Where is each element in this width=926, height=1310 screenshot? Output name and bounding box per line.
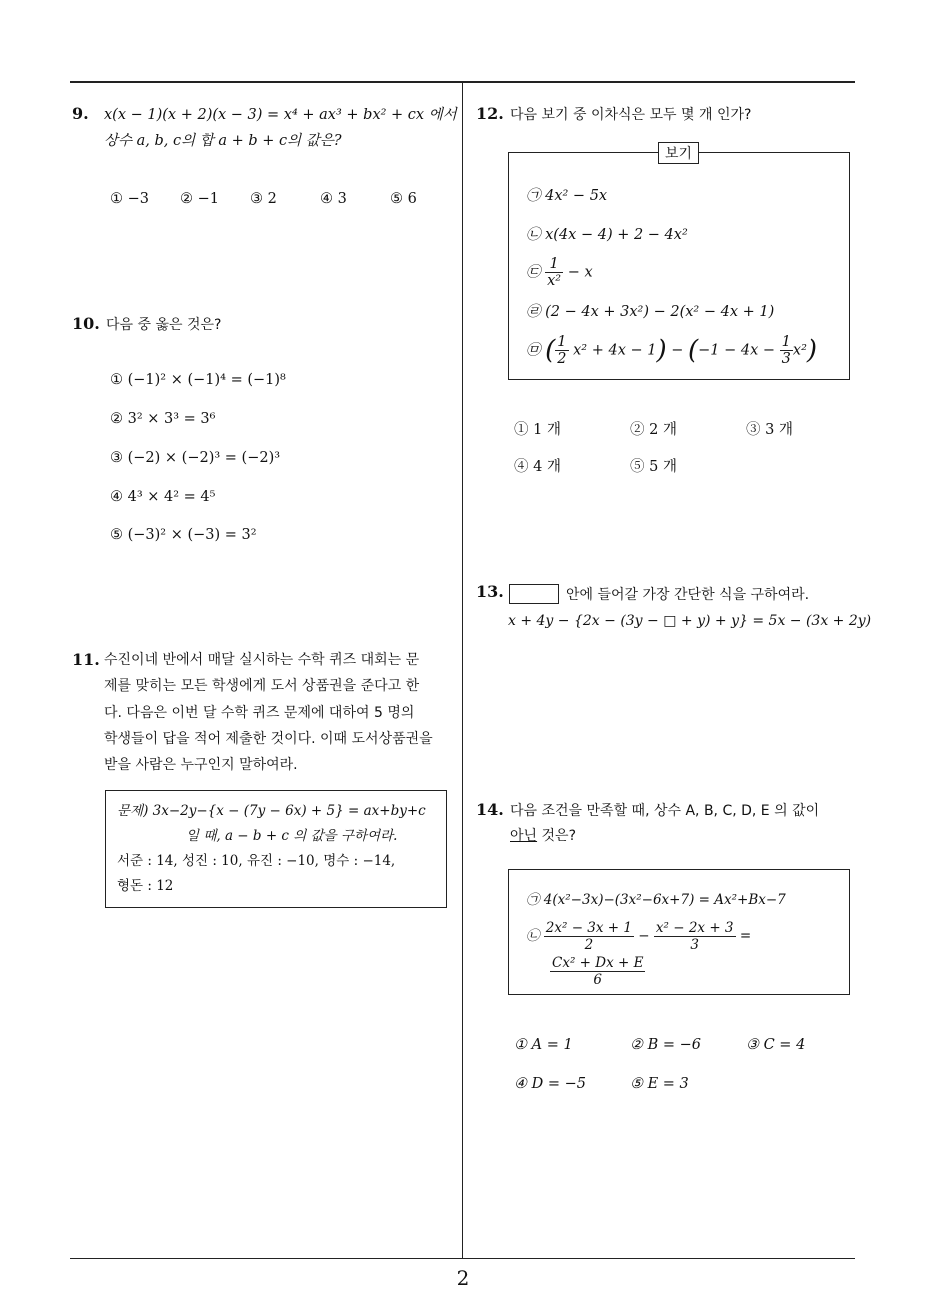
choice-2[interactable]: ② 3² × 3³ = 3⁶ xyxy=(110,411,216,427)
choice-5[interactable]: ⑤ E = 3 xyxy=(630,1076,689,1092)
box-line: 일 때, a − b + c 의 값을 구하여라. xyxy=(186,828,398,844)
item-label: ㉡ xyxy=(526,928,540,944)
equation: x + 4y − {2x − (3y − □ + y) + y} = 5x − (3x + 2y) xyxy=(508,613,872,629)
item-expr: −1 − 4x − xyxy=(698,342,776,359)
denominator: 2 xyxy=(584,937,594,953)
item-expr: x² + 4x − 1 xyxy=(573,342,657,359)
paren-open: ( xyxy=(545,335,556,366)
box-line: 형돈 : 12 xyxy=(117,878,174,894)
paren-open: ( xyxy=(688,335,699,366)
choice-4[interactable]: ④ D = −5 xyxy=(514,1076,586,1092)
operator: = xyxy=(739,928,752,944)
example-item-5 xyxy=(526,334,817,367)
bottom-rule xyxy=(70,1258,855,1259)
numerator: x² − 2x + 3 xyxy=(655,920,734,936)
condition-item-1 xyxy=(526,890,786,910)
answer-blank-box xyxy=(509,584,559,604)
choice-3[interactable]: ③ (−2) × (−2)³ = (−2)³ xyxy=(110,450,281,466)
fraction xyxy=(544,920,634,953)
question-text-line xyxy=(510,826,576,846)
choice-2[interactable]: ② −1 xyxy=(180,191,219,207)
fraction xyxy=(545,256,563,289)
question-text-line: 받을 사람은 누구인지 말하여라. xyxy=(104,757,298,773)
choice-1[interactable]: ① A = 1 xyxy=(514,1037,573,1053)
choice-5[interactable]: ⑤ (−3)² × (−3) = 3² xyxy=(110,527,257,543)
question-number: 13. xyxy=(476,582,504,601)
condition-item-2-rhs xyxy=(550,955,645,988)
question-number: 10. xyxy=(72,314,100,333)
condition-item-2 xyxy=(526,920,751,953)
denominator: 3 xyxy=(781,351,791,367)
numerator: 1 xyxy=(557,334,567,350)
fraction xyxy=(555,334,568,367)
denominator: 2 xyxy=(557,351,567,367)
text: 것은? xyxy=(541,828,576,844)
choice-3[interactable]: ③ C = 4 xyxy=(746,1037,806,1053)
underlined-word: 아닌 xyxy=(510,828,538,844)
question-number: 9. xyxy=(72,104,89,123)
question-text-line: 제를 맞히는 모든 학생에게 도서 상품권을 준다고 한 xyxy=(104,678,420,694)
paren-close: ) xyxy=(656,335,667,366)
fraction xyxy=(780,334,793,367)
paren-close: ) xyxy=(806,335,818,366)
choice-4[interactable]: ④ 4³ × 4² = 4⁵ xyxy=(110,489,216,505)
choice-5[interactable]: ⑤ 5 개 xyxy=(630,459,677,475)
choice-4[interactable]: ④ 4 개 xyxy=(514,459,561,475)
question-text-line: 학생들이 답을 적어 제출한 것이다. 이때 도서상품권을 xyxy=(104,731,433,747)
item-expr: 4x² − 5x xyxy=(545,188,608,204)
denominator: 3 xyxy=(690,937,699,953)
item-expr: x² xyxy=(792,342,807,359)
column-divider xyxy=(462,82,463,1258)
choice-2[interactable]: ② 2 개 xyxy=(630,422,677,438)
choice-4[interactable]: ④ 3 xyxy=(320,191,347,207)
choice-5[interactable]: ⑤ 6 xyxy=(390,191,417,207)
example-item-2 xyxy=(526,225,688,245)
fraction xyxy=(654,920,736,953)
choice-1[interactable]: ① 1 개 xyxy=(514,422,561,438)
choice-1[interactable]: ① (−1)² × (−1)⁴ = (−1)⁸ xyxy=(110,372,286,388)
example-item-1 xyxy=(526,186,607,206)
item-label: ㉣ xyxy=(526,304,541,320)
choice-2[interactable]: ② B = −6 xyxy=(630,1037,702,1053)
item-label: ㉠ xyxy=(526,892,540,908)
example-item-4 xyxy=(526,302,774,322)
denominator: 6 xyxy=(593,972,603,988)
fraction xyxy=(550,955,645,988)
question-text: 다음 중 옳은 것은? xyxy=(106,317,222,333)
example-box-tag: 보기 xyxy=(658,142,699,164)
question-text-line: 상수 a, b, c의 합 a + b + c의 값은? xyxy=(104,133,342,149)
question-text: 다음 보기 중 이차식은 모두 몇 개 인가? xyxy=(510,107,752,123)
numerator: 1 xyxy=(781,334,791,350)
box-line: 문제) 3x−2y−{x − (7y − 6x) + 5} = ax+by+c xyxy=(117,803,426,819)
item-expr: − x xyxy=(567,264,593,281)
item-label: ㉡ xyxy=(526,227,541,243)
page-number: 2 xyxy=(456,1266,470,1290)
numerator: Cx² + Dx + E xyxy=(552,955,644,971)
question-text-line: 다. 다음은 이번 달 수학 퀴즈 문제에 대하여 5 명의 xyxy=(104,705,415,721)
choice-3[interactable]: ③ 2 xyxy=(250,191,277,207)
question-text-line: 다음 조건을 만족할 때, 상수 A, B, C, D, E 의 값이 xyxy=(510,803,820,819)
item-expr: 4(x²−3x)−(3x²−6x+7) = Ax²+Bx−7 xyxy=(543,892,786,908)
item-label: ㉢ xyxy=(526,264,541,281)
question-number: 14. xyxy=(476,800,504,819)
item-label: ㉤ xyxy=(526,342,541,359)
operator: − xyxy=(671,342,684,359)
item-expr: (2 − 4x + 3x²) − 2(x² − 4x + 1) xyxy=(545,304,775,320)
question-number: 12. xyxy=(476,104,504,123)
box-line: 서준 : 14, 성진 : 10, 유진 : −10, 명수 : −14, xyxy=(117,853,396,869)
item-expr: x(4x − 4) + 2 − 4x² xyxy=(545,227,688,243)
denominator: x² xyxy=(547,273,562,289)
choice-3[interactable]: ③ 3 개 xyxy=(746,422,793,438)
numerator: 1 xyxy=(545,256,563,273)
question-text-line: 수진이네 반에서 매달 실시하는 수학 퀴즈 대회는 문 xyxy=(104,652,420,668)
operator: − xyxy=(638,928,650,944)
question-text-line: x(x − 1)(x + 2)(x − 3) = x⁴ + ax³ + bx² + cx 에서 xyxy=(104,107,457,123)
numerator: 2x² − 3x + 1 xyxy=(545,920,632,936)
question-text: 안에 들어갈 가장 간단한 식을 구하여라. xyxy=(566,587,810,603)
question-number: 11. xyxy=(72,650,100,669)
item-label: ㉠ xyxy=(526,188,541,204)
choice-1[interactable]: ① −3 xyxy=(110,191,149,207)
example-item-3 xyxy=(526,256,593,289)
